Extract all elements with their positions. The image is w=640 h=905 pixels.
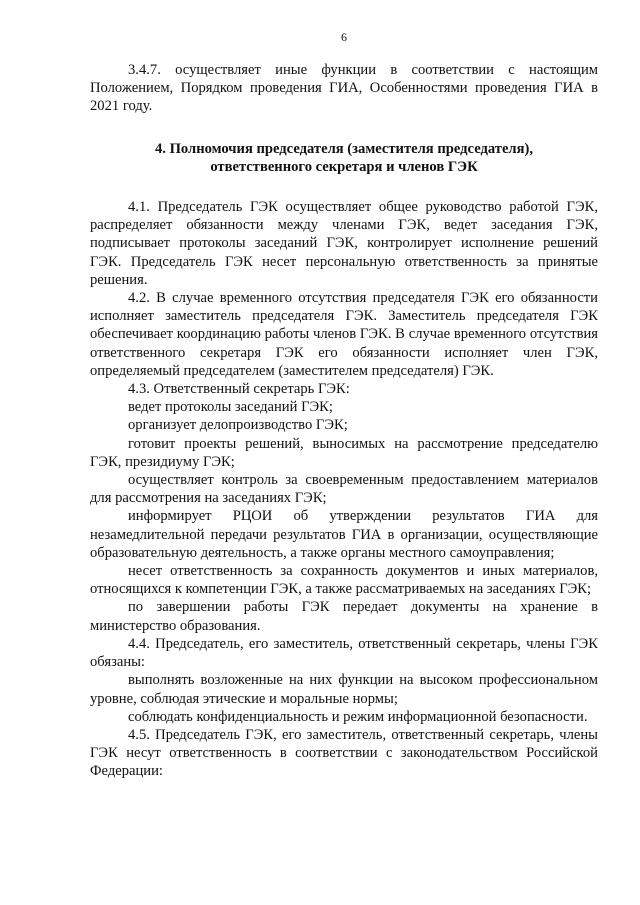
list-item-confidentiality: соблюдать конфиденциальность и режим информационной безопасности.: [128, 708, 588, 725]
section-heading-line-1: 4. Полномочия председателя (заместителя председателя),: [154, 140, 534, 157]
paragraph-4-3: 4.3. Ответственный секретарь ГЭК:: [128, 381, 350, 398]
list-item-drafts: готовит проекты решений, выносимых на рассмотрение председателю ГЭК, президиуму ГЭК;: [90, 435, 598, 470]
list-item-transfer: по завершении работы ГЭК передает документы на хранение в министерство образования.: [90, 599, 598, 634]
document-page: [90, 30, 598, 781]
paragraph-4-2: 4.2. В случае временного отсутствия председателя ГЭК его обязанности исполняет заместитель председателя ГЭК. Заместитель председателя ГЭК обеспечивает координацию работы членов ГЭК. В случае временного отсутствия ответственного секретаря ГЭК его обязанности исполняет член ГЭК, определяемый председателем (заместителем председателя) ГЭК.: [90, 290, 598, 379]
paragraph-4-5: 4.5. Председатель ГЭК, его заместитель, ответственный секретарь, члены ГЭК несут ответственность в соответствии с законодательством Российской Федерации:: [90, 726, 598, 780]
section-heading: [90, 140, 598, 176]
list-item-responsibility: несет ответственность за сохранность документов и иных материалов, относящихся к компетенции ГЭК, а также рассматриваемых на заседаниях ГЭК;: [90, 563, 598, 598]
section-heading-line-2: ответственного секретаря и членов ГЭК: [210, 158, 478, 175]
page-number: 6: [341, 30, 347, 44]
list-item-protocols: ведет протоколы заседаний ГЭК;: [128, 399, 333, 416]
list-item-informs: информирует РЦОИ об утверждении результатов ГИА для незамедлительной передачи результатов ГИА в организации, осуществляющие образовательную деятельность, а также органы местного самоуправления;: [90, 508, 598, 561]
paragraph-3-4-7: 3.4.7. осуществляет иные функции в соответствии с настоящим Положением, Порядком проведения ГИА, Особенностями проведения ГИА в 2021 году.: [90, 62, 598, 115]
paragraph-4-4: 4.4. Председатель, его заместитель, ответственный секретарь, члены ГЭК обязаны:: [90, 635, 598, 671]
paragraph-4-1: 4.1. Председатель ГЭК осуществляет общее руководство работой ГЭК, распределяет обязанности между членами ГЭК, ведет заседания ГЭК, подписывает протоколы заседаний ГЭК, контролирует исполнение решений ГЭК. Председатель ГЭК несет персональную ответственность за принятые решения.: [90, 199, 598, 288]
list-item-records: организует делопроизводство ГЭК;: [128, 417, 348, 434]
list-item-perform: выполнять возложенные на них функции на высоком профессиональном уровне, соблюдая этические и моральные нормы;: [90, 672, 598, 707]
list-item-control: осуществляет контроль за своевременным предоставлением материалов для рассмотрения на заседаниях ГЭК;: [90, 472, 598, 507]
